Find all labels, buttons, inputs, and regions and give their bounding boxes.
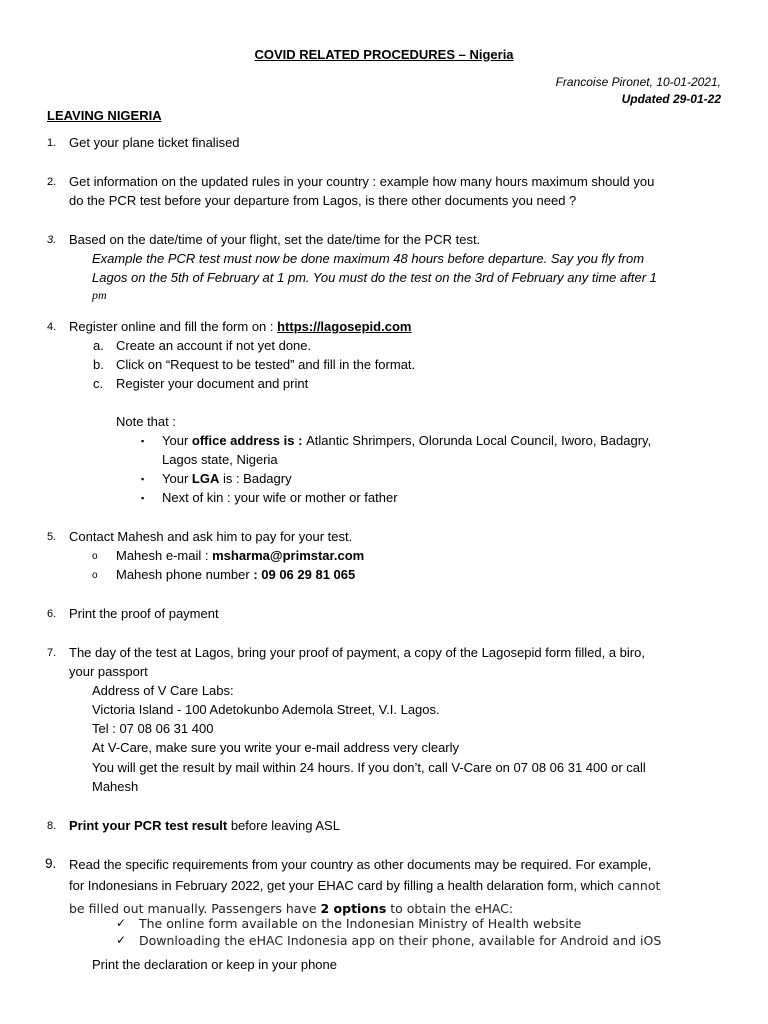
checkmark-icon: ✓	[116, 933, 127, 947]
step-4-text: Register online and fill the form on : https://lagosepid.com	[69, 319, 412, 334]
circle-bullet-icon: o	[92, 551, 98, 562]
step-7-line-1: The day of the test at Lagos, bring your proof of payment, a copy of the Lagosepid form filled, a biro,	[69, 645, 645, 660]
step-4b-label: b.	[93, 357, 104, 372]
step-9-line-1: Read the specific requirements from your country as other documents may be required. For example,	[69, 857, 652, 872]
step-4-number: 4.	[47, 321, 57, 333]
step-6-number: 6.	[47, 608, 57, 620]
office-address-line-1: Your office address is : Atlantic Shrimpers, Olorunda Local Council, Iworo, Badagry,	[162, 433, 652, 448]
step-4c-label: c.	[93, 376, 104, 391]
step-5-text: Contact Mahesh and ask him to pay for your test.	[69, 529, 353, 544]
step-4a-text: Create an account if not yet done.	[116, 338, 312, 353]
vcare-tel: Tel : 07 08 06 31 400	[92, 721, 214, 736]
next-of-kin-line: Next of kin : your wife or mother or father	[162, 490, 398, 505]
step-6-text: Print the proof of payment	[69, 606, 219, 621]
author-date: Francoise Pironet, 10-01-2021,	[555, 75, 721, 89]
step-9-number: 9.	[45, 856, 57, 871]
checkmark-icon: ✓	[116, 916, 127, 930]
lagosepid-link[interactable]: https://lagosepid.com	[277, 319, 412, 334]
office-address-line-2: Lagos state, Nigeria	[162, 452, 278, 467]
result-line-1: You will get the result by mail within 24 hours. If you don’t, call V-Care on 07 08 06 31 400 or call	[92, 760, 646, 775]
section-heading: LEAVING NIGERIA	[47, 108, 162, 123]
page-title: COVID RELATED PROCEDURES – Nigeria	[254, 47, 514, 62]
step-3-example-line-1: Example the PCR test must now be done maximum 48 hours before departure. Say you fly from	[92, 251, 645, 266]
step-1-text: Get your plane ticket finalised	[69, 135, 240, 150]
step-7-line-2: your passport	[69, 664, 148, 679]
step-4b-text: Click on “Request to be tested” and fill in the format.	[116, 357, 416, 372]
circle-bullet-icon: o	[92, 570, 98, 581]
step-8-text: Print your PCR test result before leaving ASL	[69, 818, 340, 833]
step-3-number: 3.	[47, 234, 57, 246]
result-line-2: Mahesh	[92, 779, 139, 794]
step-7-number: 7.	[47, 647, 57, 659]
vcare-email-note: At V-Care, make sure you write your e-mail address very clearly	[92, 740, 460, 755]
step-9-line-2: for Indonesians in February 2022, get your EHAC card by filling a health delaration form, which cannot	[69, 878, 661, 893]
mahesh-email: Mahesh e-mail : msharma@primstar.com	[116, 548, 365, 563]
bullet-icon: ▪	[141, 474, 145, 484]
note-heading: Note that :	[116, 414, 176, 429]
step-4c-text: Register your document and print	[116, 376, 309, 391]
ehac-option-2: Downloading the eHAC Indonesia app on their phone, available for Android and iOS	[139, 933, 662, 948]
step-2-number: 2.	[47, 176, 57, 188]
vcare-address-heading: Address of V Care Labs:	[92, 683, 234, 698]
step-9-line-3: be filled out manually. Passengers have 2 options to obtain the eHAC:	[69, 901, 514, 916]
vcare-address: Victoria Island - 100 Adetokunbo Ademola Street, V.I. Lagos.	[92, 702, 440, 717]
step-4a-label: a.	[93, 338, 104, 353]
bullet-icon: ▪	[141, 493, 145, 503]
mahesh-phone: Mahesh phone number : 09 06 29 81 065	[116, 567, 356, 582]
step-2-line-1: Get information on the updated rules in your country : example how many hours maximum should you	[69, 174, 655, 189]
step-8-number: 8.	[47, 820, 57, 832]
lga-line: Your LGA is : Badagry	[162, 471, 292, 486]
step-2-line-2: do the PCR test before your departure from Lagos, is there other documents you need ?	[69, 193, 577, 208]
step-3-text: Based on the date/time of your flight, set the date/time for the PCR test.	[69, 232, 481, 247]
step-3-example-line-2: Lagos on the 5th of February at 1 pm. You must do the test on the 3rd of February any time after 1	[92, 270, 657, 285]
step-1-number: 1.	[47, 137, 57, 149]
step-5-number: 5.	[47, 531, 57, 543]
updated-date: Updated 29-01-22	[621, 92, 721, 106]
step-9-final: Print the declaration or keep in your phone	[92, 957, 337, 972]
bullet-icon: ▪	[141, 436, 145, 446]
ehac-option-1: The online form available on the Indonesian Ministry of Health website	[139, 916, 582, 931]
step-3-example-line-3: pm	[92, 288, 107, 302]
